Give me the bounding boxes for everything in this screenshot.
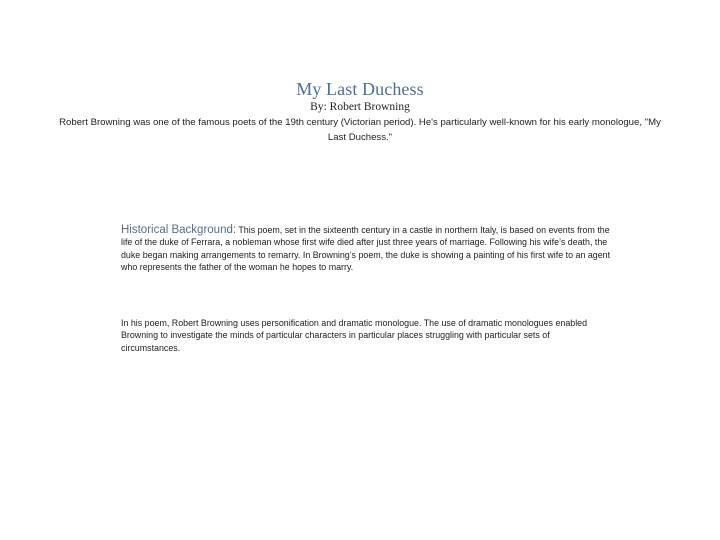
summary-paragraph: In his poem, Robert Browning uses personification and dramatic monologue. The use of dramatic monologues enabled Browning to investigate the minds of particular characters in particular places struggling with particular sets of circumstances.	[121, 318, 588, 353]
historical-background-text: This poem, set in the sixteenth century in a castle in northern Italy, is based on events from the life of the duke of Ferrara, a nobleman whose first wife died after just three years of marriage. Following his wife’s death, the duke began making arrangements to remarry. In Browning’s poem, the duke is showing a painting of his first wife to an agent who represents the father of the woman he hopes to marry.	[121, 225, 611, 273]
historical-background-paragraph	[121, 224, 611, 274]
historical-background-heading: Historical Background:	[121, 224, 237, 236]
intro-paragraph: Robert Browning was one of the famous poets of the 19th century (Victorian period). He's particularly well-known for his early monologue, "My Last Duchess."	[59, 117, 661, 143]
poem-title: My Last Duchess	[296, 79, 424, 99]
author-byline: By: Robert Browning	[310, 101, 410, 113]
